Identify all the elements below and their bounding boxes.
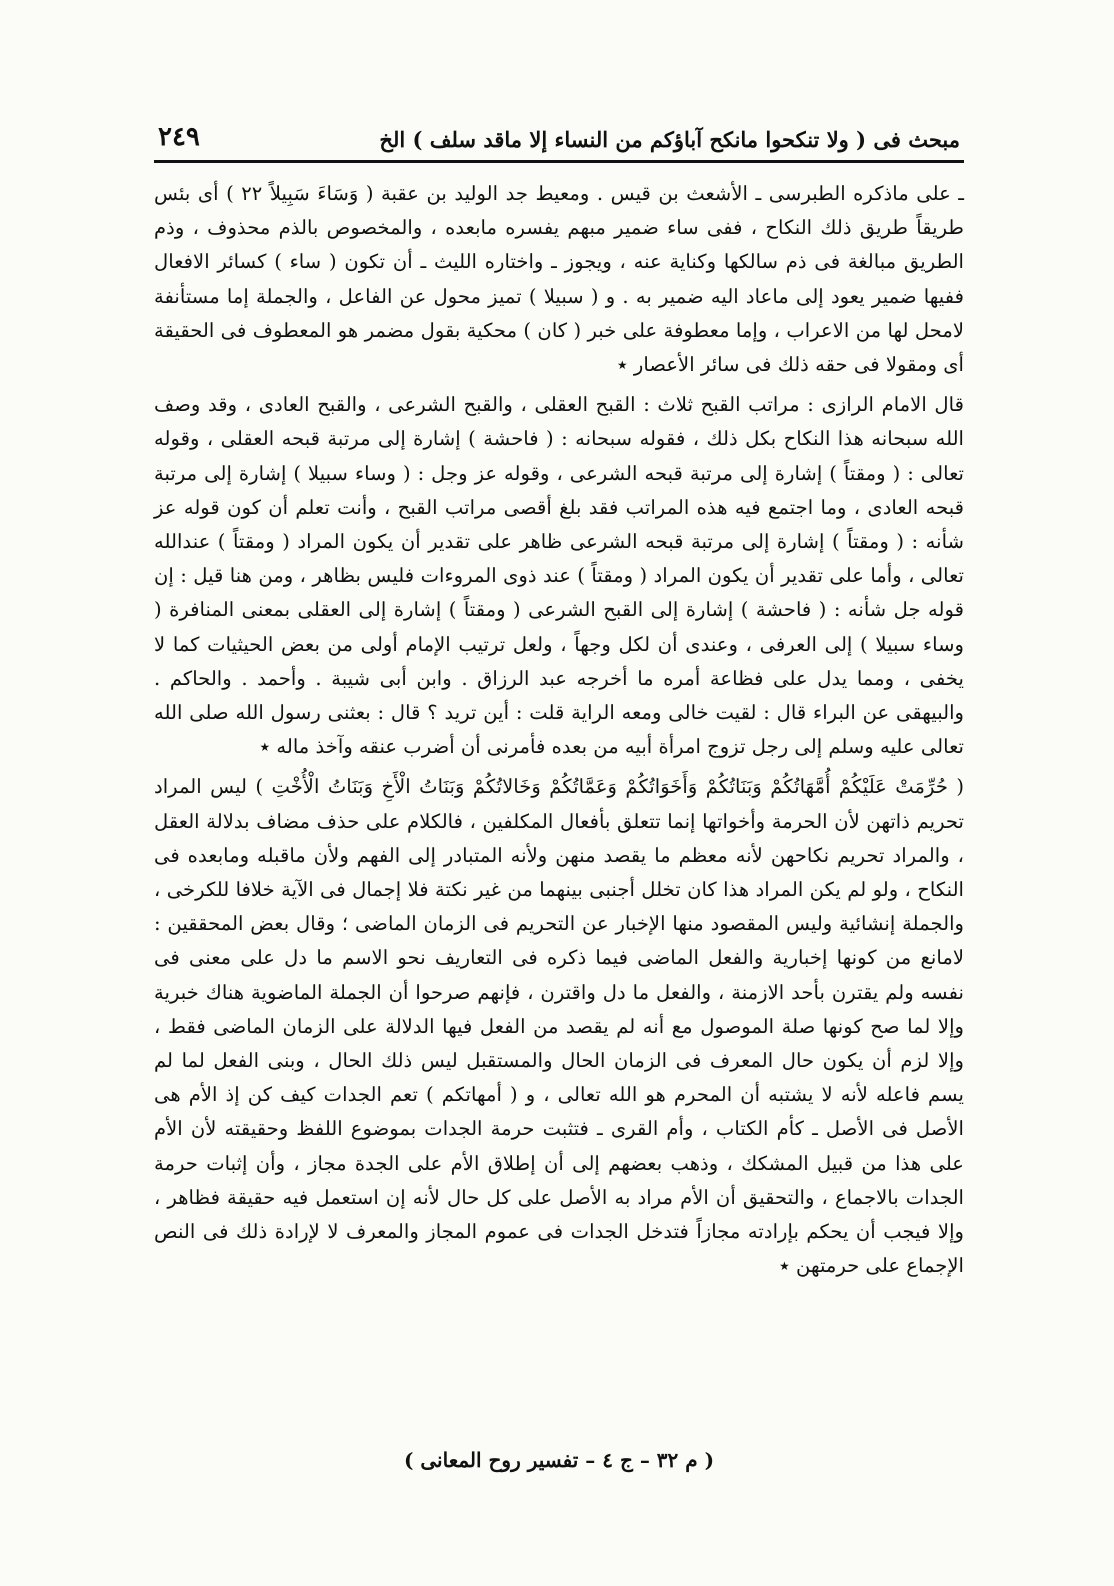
running-title: مبحث فى ( ولا تنكحوا مانكح آباؤكم من النساء إلا ماقد سلف ) الخ [379, 127, 960, 152]
paragraph-1: ـ على ماذكره الطبرسى ـ الأشعث بن قيس . ومعيط جد الوليد بن عقبة ( وَسَاءَ سَبِيلاً ٢٢ ) أى بئس طريقاً طريق ذلك النكاح ، ففى ساء ضمير مبهم يفسره مابعده ، والمخصوص بالذم محذوف ، وذم الطريق مبالغة فى ذم سالكها وكناية عنه ، ويجوز ـ واختاره الليث ـ أن تكون ( ساء ) كسائر الافعال ففيها ضمير يعود إلى ماعاد اليه ضمير به . و ( سبيلا ) تميز محول عن الفاعل ، والجملة إما مستأنفة لامحل لها من الاعراب ، وإما معطوفة على خبر ( كان ) محكية بقول مضمر هو المعطوف فى الحقيقة أى ومقولا فى حقه ذلك فى سائر الأعصار ٭ [154, 182, 964, 377]
page-header [154, 108, 964, 158]
paragraph-3: ( حُرِّمَتْ عَلَيْكُمْ أُمَّهَاتُكُمْ وَبَنَاتُكُمْ وَأَخَوَاتُكُمْ وَعَمَّاتُكُمْ وَخَالاتُكُمْ وَبَنَاتُ الْأَخِ وَبَنَاتُ الْأُخْتِ ) ليس المراد تحريم ذاتهن لأن الحرمة وأخواتها إنما تتعلق بأفعال المكلفين ، فالكلام على حذف مضاف بدلالة العقل ، والمراد تحريم نكاحهن لأنه معظم ما يقصد منهن ولأنه المتبادر إلى الفهم ولأن ماقبله ومابعده فى النكاح ، ولو لم يكن المراد هذا كان تخلل أجنبى بينهما من غير نكتة فلا إجمال فى الآية خلافا للكرخى ، والجملة إنشائية وليس المقصود منها الإخبار عن التحريم فى الزمان الماضى ؛ وقال بعض المحققين : لامانع من كونها إخبارية والفعل الماضى فيما ذكره فى التعاريف نحو الاسم ما دل على معنى فى نفسه ولم يقترن بأحد الازمنة ، والفعل ما دل واقترن ، فإنهم صرحوا أن الجملة الماضوية هناك خبرية وإلا لما صح كونها صلة الموصول مع أنه لم يقصد من الفعل فيها الدلالة على الزمان الماضى فقط ، وإلا لزم أن يكون حال المعرف فى الزمان الحال والمستقبل ليس ذلك الحال ، وبنى الفعل لما لم يسم فاعله لأنه لا يشتبه أن المحرم هو الله تعالى ، و ( أمهاتكم ) تعم الجدات كيف كن إذ الأم هى الأصل فى الأصل ـ كأم الكتاب ، وأم القرى ـ فتثبت حرمة الجدات بموضوع اللفظ وحقيقته لأن الأم على هذا من قبيل المشكك ، وذهب بعضهم إلى أن إطلاق الأم على الجدة مجاز ، وأن إثبات حرمة الجدات بالاجماع ، والتحقيق أن الأم مراد به الأصل على كل حال لأنه إن استعمل فيه حقيقة فظاهر ، وإلا فيجب أن يحكم بإرادته مجازاً فتدخل الجدات فى عموم المجاز والمعرف لا لإرادة ذلك فى النص الإجماع على حرمتهن ٭ [154, 775, 964, 1278]
page-footer-signature: ( م ٣٢ – ج ٤ – تفسير روح المعانى ) [403, 1448, 715, 1472]
header-rule [154, 160, 964, 163]
paragraph-2: قال الامام الرازى : مراتب القبح ثلاث : القبح العقلى ، والقبح الشرعى ، والقبح العادى ، وقد وصف الله سبحانه هذا النكاح بكل ذلك ، فقوله سبحانه : ( فاحشة ) إشارة إلى مرتبة قبحه العقلى ، وقوله تعالى : ( ومقتاً ) إشارة إلى مرتبة قبحه الشرعى ، وقوله عز وجل : ( وساء سبيلا ) إشارة إلى مرتبة قبحه العادى ، وما اجتمع فيه هذه المراتب فقد بلغ أقصى مراتب القبح ، وأنت تعلم أن كون قوله عز شأنه : ( ومقتاً ) إشارة إلى مرتبة قبحه الشرعى ظاهر على تقدير أن يكون المراد ( ومقتاً ) عندالله تعالى ، وأما على تقدير أن يكون المراد ( ومقتاً ) عند ذوى المروءات فليس بظاهر ، ومن هنا قيل : إن قوله جل شأنه : ( فاحشة ) إشارة إلى القبح الشرعى ( ومقتاً ) إشارة إلى العقلى بمعنى المنافرة ( وساء سبيلا ) إلى العرفى ، وعندى أن لكل وجهاً ، ولعل ترتيب الإمام أولى من بعض الحيثيات كما لا يخفى ، ومما يدل على فظاعة أمره ما أخرجه عبد الرزاق . وابن أبى شيبة . وأحمد . والحاكم . والبيهقى عن البراء قال : لقيت خالى ومعه الراية قلت : أين تريد ؟ قال : بعثنى رسول الله صلى الله تعالى عليه وسلم إلى رجل تزوج امرأة أبيه من بعده فأمرنى أن أضرب عنقه وآخذ ماله ٭ [154, 393, 964, 759]
page-number: ٢٤٩ [158, 122, 200, 152]
